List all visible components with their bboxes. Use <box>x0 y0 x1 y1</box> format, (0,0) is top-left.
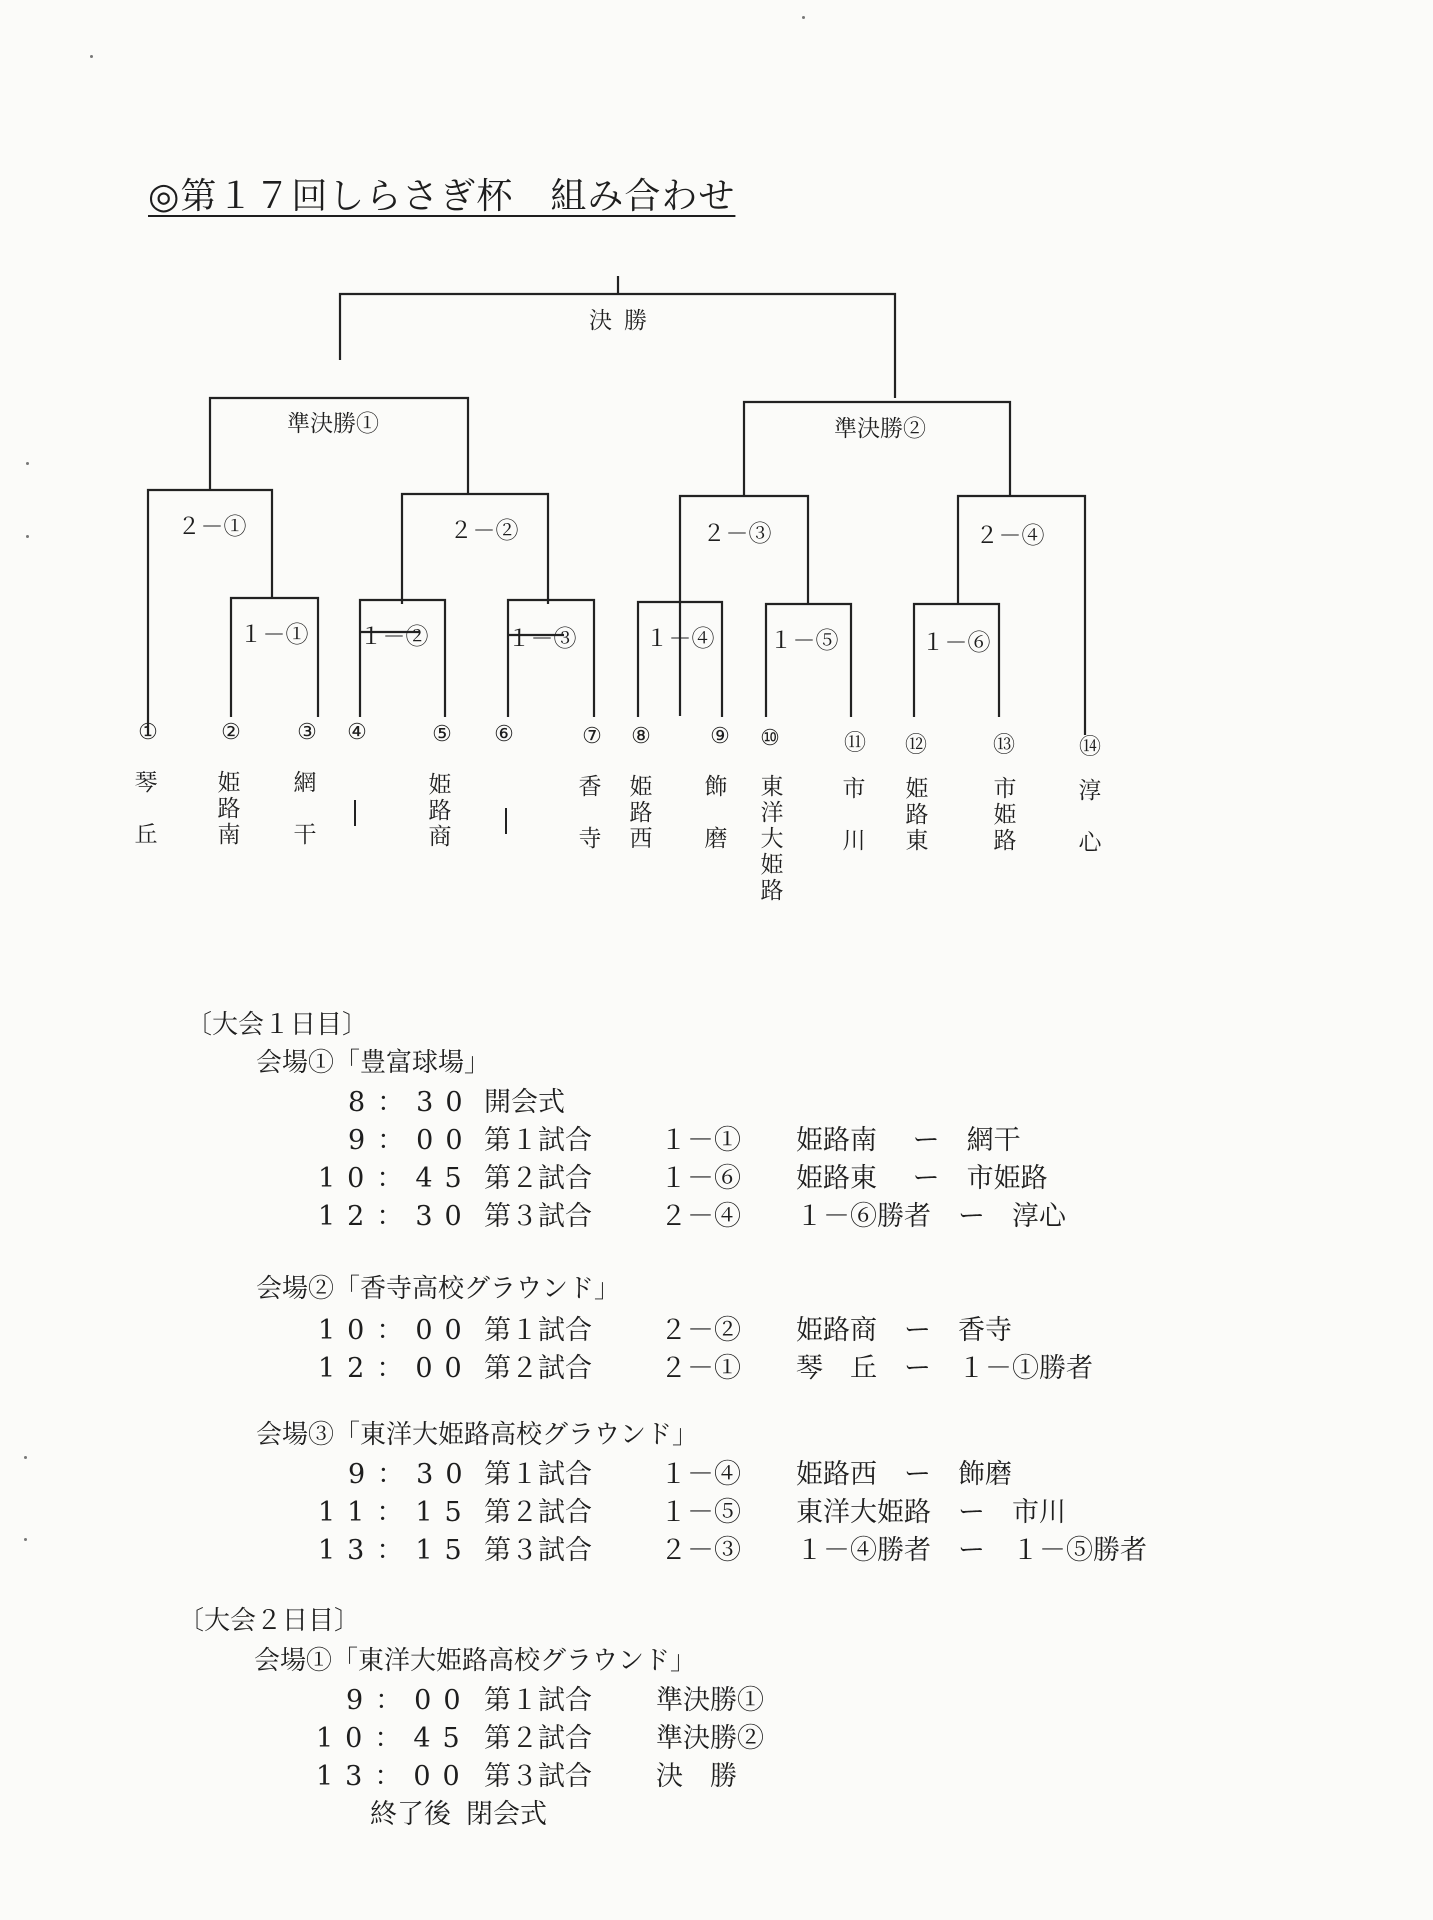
slot-number: ④ <box>347 720 367 745</box>
schedule-matchup: 東洋大姫路 ー 市川 <box>796 1497 1066 1528</box>
team-name-char: 南 <box>217 822 241 848</box>
schedule-game: 第２試合 <box>484 1723 592 1754</box>
schedule-time: 13：00 <box>316 1761 472 1792</box>
schedule-code: １－⑤ <box>660 1497 741 1528</box>
team-name <box>904 776 930 854</box>
slot-number: ⑭ <box>1078 735 1102 760</box>
schedule-game: 第１試合 <box>484 1685 592 1716</box>
team-name-char: 姫 <box>629 774 653 800</box>
team-name <box>427 772 453 850</box>
schedule-row <box>0 1754 1433 1792</box>
schedule-row <box>0 1528 1433 1566</box>
team-name-char: 路 <box>905 802 929 828</box>
team-name-gap <box>703 800 729 826</box>
round1-label-5: １－⑤ <box>769 628 839 654</box>
team-name <box>992 776 1018 854</box>
schedule-row <box>0 1678 1433 1716</box>
schedule-game: 第１試合 <box>484 1459 592 1490</box>
team-name-char: 路 <box>629 800 653 826</box>
schedule-time: 10：45 <box>316 1723 472 1754</box>
team-name-gap <box>133 796 159 822</box>
scan-speck <box>802 16 805 19</box>
schedule-row <box>0 1156 1433 1194</box>
schedule-code: １－① <box>660 1125 741 1156</box>
day2-header: 〔大会２日目〕 <box>178 1606 361 1636</box>
team-name-char: 東 <box>760 774 784 800</box>
team-name-char: 西 <box>629 826 653 852</box>
final-label: 決勝 <box>589 308 659 334</box>
team-name-char: 丘 <box>134 822 158 848</box>
schedule-code: ２－① <box>660 1353 741 1384</box>
venue-heading: 会場①「東洋大姫路高校グラウンド」 <box>254 1646 697 1676</box>
team-name-char: 大 <box>760 826 784 852</box>
round1-label-4: １－④ <box>645 626 715 652</box>
team-name-char: 路 <box>217 796 241 822</box>
scan-speck <box>26 535 29 538</box>
slot-number: ⑧ <box>631 724 651 749</box>
venue-heading: 会場①「豊富球場」 <box>256 1048 491 1078</box>
schedule-game: 第２試合 <box>484 1353 592 1384</box>
schedule-row <box>0 1308 1433 1346</box>
team-name-gap <box>292 796 318 822</box>
team-name-char: 路 <box>760 878 784 904</box>
slot-number: ⑩ <box>760 726 780 751</box>
schedule-matchup: 姫路西 ー 飾磨 <box>796 1459 1012 1490</box>
round2-label-2: ２－② <box>449 518 519 544</box>
bye-marker <box>505 808 507 834</box>
slot-number: ⑥ <box>494 722 514 747</box>
team-name-char: 姫 <box>993 802 1017 828</box>
schedule-matchup: 姫路商 ー 香寺 <box>796 1315 1012 1346</box>
team-name-char: 川 <box>842 828 866 854</box>
slot-number: ② <box>221 720 241 745</box>
schedule-code: １－⑥ <box>660 1163 741 1194</box>
round1-label-6: １－⑥ <box>921 630 991 656</box>
schedule-matchup: 琴 丘 ー １－①勝者 <box>796 1353 1093 1384</box>
schedule-row <box>0 1716 1433 1754</box>
team-name-gap <box>577 800 603 826</box>
schedule-time: 13：15 <box>318 1535 474 1566</box>
schedule-row <box>0 1490 1433 1528</box>
round1-label-2: １－② <box>359 624 429 650</box>
schedule-game: 閉会式 <box>466 1799 547 1830</box>
team-name-gap <box>1077 804 1103 830</box>
schedule-game: 第１試合 <box>484 1125 592 1156</box>
schedule-time: 8：30 <box>348 1087 475 1118</box>
team-name-char: 姫 <box>428 772 452 798</box>
team-name-char: 網 <box>293 770 317 796</box>
team-name-char: 東 <box>905 828 929 854</box>
schedule-row <box>0 1080 1433 1118</box>
schedule-time: 12：30 <box>318 1201 474 1232</box>
scan-speck <box>24 1538 27 1541</box>
team-name <box>133 770 159 848</box>
team-name-char: 路 <box>428 798 452 824</box>
team-name-char: 干 <box>293 822 317 848</box>
schedule-time: 10：45 <box>318 1163 474 1194</box>
team-name-char: 商 <box>428 824 452 850</box>
venue-heading: 会場②「香寺高校グラウンド」 <box>256 1274 621 1304</box>
schedule-row <box>0 1452 1433 1490</box>
schedule-code: 準決勝② <box>656 1723 764 1754</box>
schedule-time: 9：30 <box>348 1459 475 1490</box>
schedule-matchup: 姫路南 ー 網干 <box>796 1125 1021 1156</box>
bye-marker <box>354 800 356 826</box>
team-name <box>628 774 654 852</box>
team-name-char: 磨 <box>704 826 728 852</box>
schedule-matchup: 姫路東 ー 市姫路 <box>796 1163 1048 1194</box>
slot-number: ⑨ <box>710 724 730 749</box>
slot-number: ① <box>138 720 158 745</box>
schedule-game: 第１試合 <box>484 1315 592 1346</box>
team-name <box>577 774 603 852</box>
schedule-game: 第２試合 <box>484 1497 592 1528</box>
scan-speck <box>24 1456 27 1459</box>
schedule-code: ２－④ <box>660 1201 741 1232</box>
schedule-row <box>0 1346 1433 1384</box>
team-name-char: 姫 <box>217 770 241 796</box>
round2-label-1: ２－① <box>177 514 247 540</box>
scan-speck <box>90 55 93 58</box>
team-name-char: 洋 <box>760 800 784 826</box>
team-name <box>292 770 318 848</box>
slot-number: ③ <box>297 720 317 745</box>
schedule-row <box>0 1118 1433 1156</box>
team-name-char: 姫 <box>905 776 929 802</box>
team-name-char: 心 <box>1078 830 1102 856</box>
team-name-char: 路 <box>993 828 1017 854</box>
team-name-char: 寺 <box>578 826 602 852</box>
team-name-char: 飾 <box>704 774 728 800</box>
team-name-char: 市 <box>842 776 866 802</box>
schedule-time: 終了後 <box>370 1799 451 1830</box>
bracket-lines <box>0 0 1433 760</box>
schedule-time: 10：00 <box>318 1315 474 1346</box>
round2-label-3: ２－③ <box>702 521 772 547</box>
team-name <box>216 770 242 848</box>
schedule-time: 9：00 <box>346 1685 473 1716</box>
schedule-game: 第３試合 <box>484 1201 592 1232</box>
team-name <box>759 774 785 904</box>
day1-header: 〔大会１日目〕 <box>186 1010 369 1040</box>
round2-label-4: ２－④ <box>975 523 1045 549</box>
semi-label-1: 準決勝① <box>287 411 379 437</box>
schedule-game: 第２試合 <box>484 1163 592 1194</box>
page-title: ◎第１７回しらさぎ杯 組み合わせ <box>148 176 736 217</box>
schedule-game: 第３試合 <box>484 1761 592 1792</box>
schedule-matchup: １－⑥勝者 ー 淳心 <box>796 1201 1066 1232</box>
schedule-game: 開会式 <box>484 1087 565 1118</box>
schedule-matchup: １－④勝者 ー １－⑤勝者 <box>796 1535 1147 1566</box>
schedule-code: 準決勝① <box>656 1685 764 1716</box>
team-name <box>1077 778 1103 856</box>
team-name <box>841 776 867 854</box>
team-name <box>703 774 729 852</box>
slot-number: ⑤ <box>432 722 452 747</box>
venue-heading: 会場③「東洋大姫路高校グラウンド」 <box>256 1420 699 1450</box>
schedule-code: ２－② <box>660 1315 741 1346</box>
schedule-time: 12：00 <box>318 1353 474 1384</box>
team-name-char: 姫 <box>760 852 784 878</box>
schedule-time: 11：15 <box>318 1497 474 1528</box>
team-name-char: 琴 <box>134 770 158 796</box>
scan-speck <box>26 462 29 465</box>
team-name-gap <box>841 802 867 828</box>
semi-label-2: 準決勝② <box>834 416 926 442</box>
schedule-code: ２－③ <box>660 1535 741 1566</box>
team-name-char: 淳 <box>1078 778 1102 804</box>
team-name-char: 市 <box>993 776 1017 802</box>
schedule-code: 決 勝 <box>656 1761 737 1792</box>
schedule-game: 第３試合 <box>484 1535 592 1566</box>
round1-label-3: １－③ <box>507 626 577 652</box>
slot-number: ⑪ <box>843 731 867 756</box>
schedule-time: 9：00 <box>348 1125 475 1156</box>
slot-number: ⑫ <box>904 733 928 758</box>
slot-number: ⑦ <box>582 724 602 749</box>
round1-label-1: １－① <box>239 622 309 648</box>
slot-number: ⑬ <box>992 733 1016 758</box>
schedule-row <box>0 1792 1433 1830</box>
schedule-row <box>0 1194 1433 1232</box>
schedule-code: １－④ <box>660 1459 741 1490</box>
team-name-char: 香 <box>578 774 602 800</box>
